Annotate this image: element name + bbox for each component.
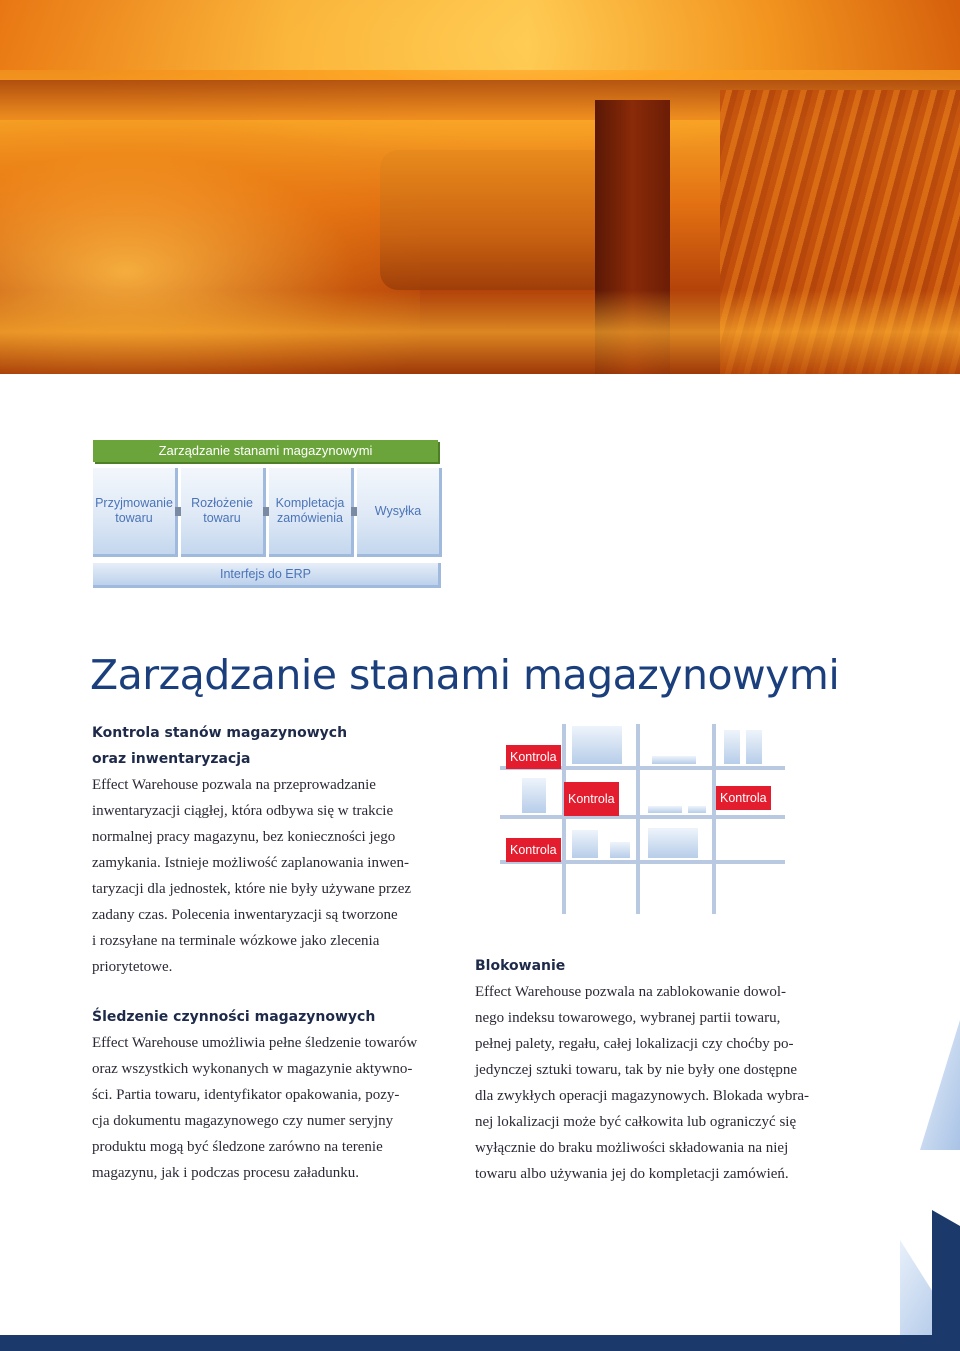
storage-box (746, 730, 762, 764)
section-inventory-control (92, 720, 462, 980)
paragraph-line: magazynu, jak i podczas procesu załadunku. (92, 1165, 359, 1181)
section-tracking (92, 1004, 462, 1186)
storage-box (522, 778, 546, 813)
section-heading: Śledzenie czynności magazynowych (92, 1009, 376, 1025)
paragraph-line: nego indeksu towarowego, wybranej partii towaru, (475, 1010, 781, 1026)
hero-photo (0, 0, 960, 374)
section-heading: oraz inwentaryzacja (92, 751, 251, 767)
section-heading: Blokowanie (475, 958, 566, 974)
step-label-line1: Rozłożenie (191, 496, 253, 510)
shelf-diagram (500, 720, 800, 920)
paragraph-line: taryzacji dla jednostek, które nie były używane przez (92, 881, 412, 897)
paragraph-line: cja dokumentu magazynowego czy numer seryjny (92, 1113, 394, 1129)
process-step-picking (269, 468, 354, 557)
storage-box (572, 726, 622, 764)
page-title: Zarządzanie stanami magazynowymi (90, 651, 840, 699)
paragraph-line: zadany czas. Polecenia inwentaryzacji są tworzone (92, 907, 398, 923)
decorative-triangle-light (920, 1020, 960, 1150)
storage-box (724, 730, 740, 764)
paragraph-line: zamykania. Istnieje możliwość zaplanowania inwen- (92, 855, 409, 871)
paragraph-line: pełnej palety, regału, całej lokalizacji czy choćby po- (475, 1036, 794, 1052)
paragraph-line: Effect Warehouse pozwala na zablokowanie dowol- (475, 984, 787, 1000)
paragraph-line: produktu mogą być śledzone zarówno na terenie (92, 1139, 383, 1155)
paragraph-line: towaru albo używania jej do kompletacji zamówień. (475, 1166, 789, 1182)
paragraph-line: wyłącznie do braku możliwości składowania na niej (475, 1140, 789, 1156)
step-label-line1: Przyjmowanie (95, 496, 173, 510)
paragraph-line: Effect Warehouse pozwala na przeprowadzanie (92, 777, 376, 793)
control-tag: Kontrola (564, 782, 619, 816)
paragraph-line: oraz wszystkich wykonanych w magazynie aktywno- (92, 1061, 413, 1077)
process-step-shipping (357, 468, 442, 557)
process-step-receiving (93, 468, 178, 557)
paragraph-line: normalnej pracy magazynu, bez konieczności jego (92, 829, 396, 845)
storage-box (648, 828, 698, 858)
process-step-putaway (181, 468, 266, 557)
control-tag: Kontrola (506, 838, 561, 862)
paragraph-line: i rozsyłane na terminale wózkowe jako zlecenia (92, 933, 380, 949)
paragraph-line: inwentaryzacji ciągłej, która odbywa się w trakcie (92, 803, 394, 819)
storage-box (648, 806, 682, 813)
step-label-line2: towaru (203, 511, 241, 525)
section-heading: Kontrola stanów magazynowych (92, 725, 348, 741)
control-tag: Kontrola (716, 786, 771, 810)
decorative-edge-shapes (880, 1000, 960, 1335)
section-blocking (475, 953, 835, 1187)
step-label-line2: zamówienia (276, 511, 343, 525)
paragraph-line: nej lokalizacji może być całkowita lub ograniczyć się (475, 1114, 797, 1130)
paragraph-line: jedynczej sztuki towaru, tak by nie były one dostępne (475, 1062, 797, 1078)
paragraph-line: dla zwykłych operacji magazynowych. Blokada wybra- (475, 1088, 810, 1104)
decorative-shape-navy (932, 1210, 960, 1335)
step-label-line1: Wysyłka (374, 503, 422, 518)
storage-box (572, 830, 598, 858)
storage-box (652, 756, 696, 764)
control-tag: Kontrola (506, 745, 561, 769)
step-label-line2: towaru (115, 511, 153, 525)
process-diagram-header: Zarządzanie stanami magazynowymi (93, 440, 438, 462)
paragraph-line: ści. Partia towaru, identyfikator opakowania, pozy- (92, 1087, 400, 1103)
paragraph-line: Effect Warehouse umożliwia pełne śledzenie towarów (92, 1035, 418, 1051)
storage-box (688, 806, 706, 813)
erp-interface-bar: Interfejs do ERP (93, 563, 441, 588)
paragraph-line: priorytetowe. (92, 959, 173, 975)
step-label-line1: Kompletacja (275, 496, 345, 510)
storage-box (610, 842, 630, 858)
footer-bar (0, 1335, 960, 1351)
